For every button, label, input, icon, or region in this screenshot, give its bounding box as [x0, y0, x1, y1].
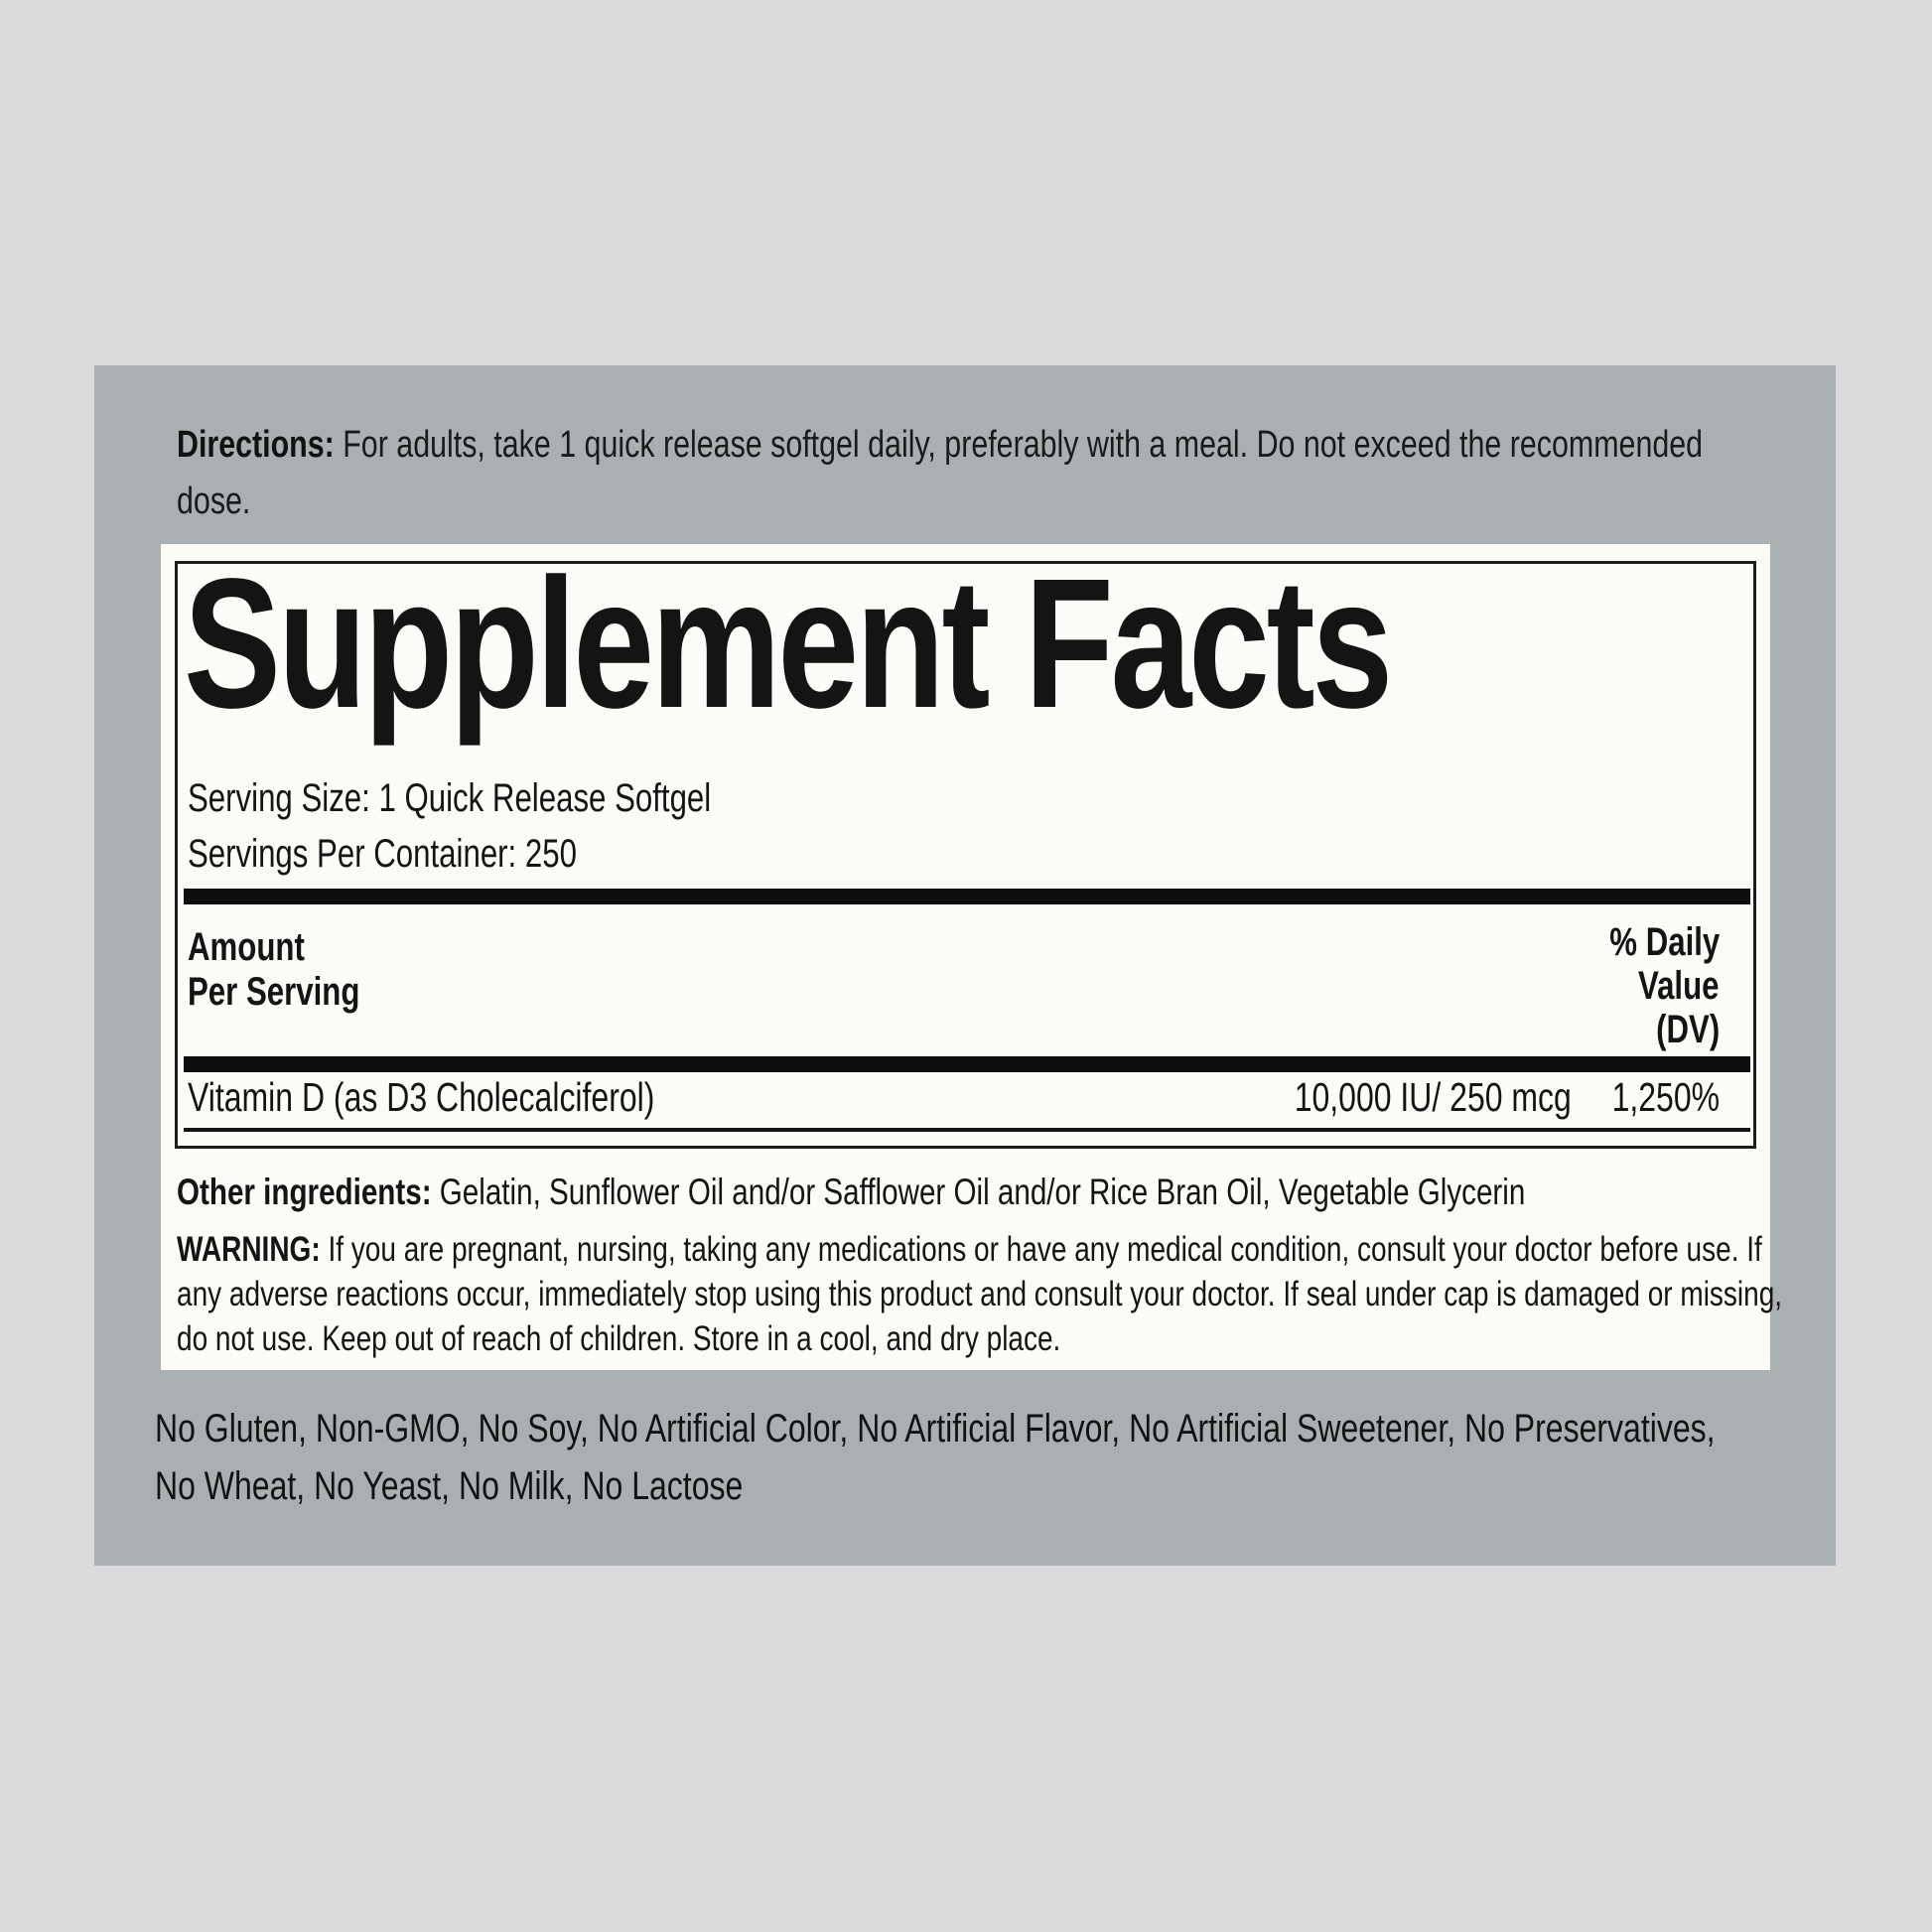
claims-text: No Gluten, Non-GMO, No Soy, No Artificial Color, No Artificial Flavor, No Artificial Sweetener, No Preservatives, No Wheat, No Yeast, No Milk, No Lactose — [155, 1407, 1716, 1508]
other-ingredients-paragraph — [177, 1170, 1789, 1215]
thick-divider-middle — [184, 1056, 1750, 1072]
supplement-facts-frame — [175, 541, 1756, 1149]
other-ingredients-label: Other ingredients: — [177, 1172, 432, 1212]
amount-per-serving-header: Amount Per Serving — [188, 925, 360, 1014]
supplement-facts-title-text: Supplement Facts — [184, 541, 1391, 747]
thick-divider-top — [184, 889, 1750, 904]
warning-label: WARNING: — [177, 1230, 321, 1269]
serving-size-line: Serving Size: 1 Quick Release Softgel — [188, 776, 712, 820]
warning-text: If you are pregnant, nursing, taking any medications or have any medical condition, consult your doctor before use. If any adverse reactions occur, immediately stop using this product and consult your doctor. If seal under cap is damaged or missing, do not use. Keep out of reach of children. Store in a cool, and dry place. — [177, 1230, 1783, 1358]
label-panel — [94, 365, 1836, 1566]
directions-text: For adults, take 1 quick release softgel daily, preferably with a meal. Do not exceed the recommended dose. — [177, 424, 1704, 522]
directions-paragraph — [177, 417, 1706, 530]
nutrient-amount: 10,000 IU/ 250 mcg — [1294, 1074, 1572, 1120]
thin-divider-bottom — [184, 1128, 1750, 1132]
nutrient-daily-value: 1,250% — [1611, 1074, 1720, 1120]
nutrient-name: Vitamin D (as D3 Cholecalciferol) — [188, 1074, 655, 1120]
servings-per-container-line: Servings Per Container: 250 — [188, 832, 577, 876]
warning-paragraph — [177, 1227, 1797, 1361]
daily-value-header: % Daily Value (DV) — [1609, 920, 1720, 1051]
supplement-facts-box — [161, 541, 1783, 1370]
table-row — [178, 1074, 1753, 1118]
directions-label: Directions: — [177, 424, 335, 466]
supplement-facts-title — [184, 541, 1711, 747]
other-ingredients-text: Gelatin, Sunflower Oil and/or Safflower Oil and/or Rice Bran Oil, Vegetable Glycerin — [439, 1172, 1526, 1212]
